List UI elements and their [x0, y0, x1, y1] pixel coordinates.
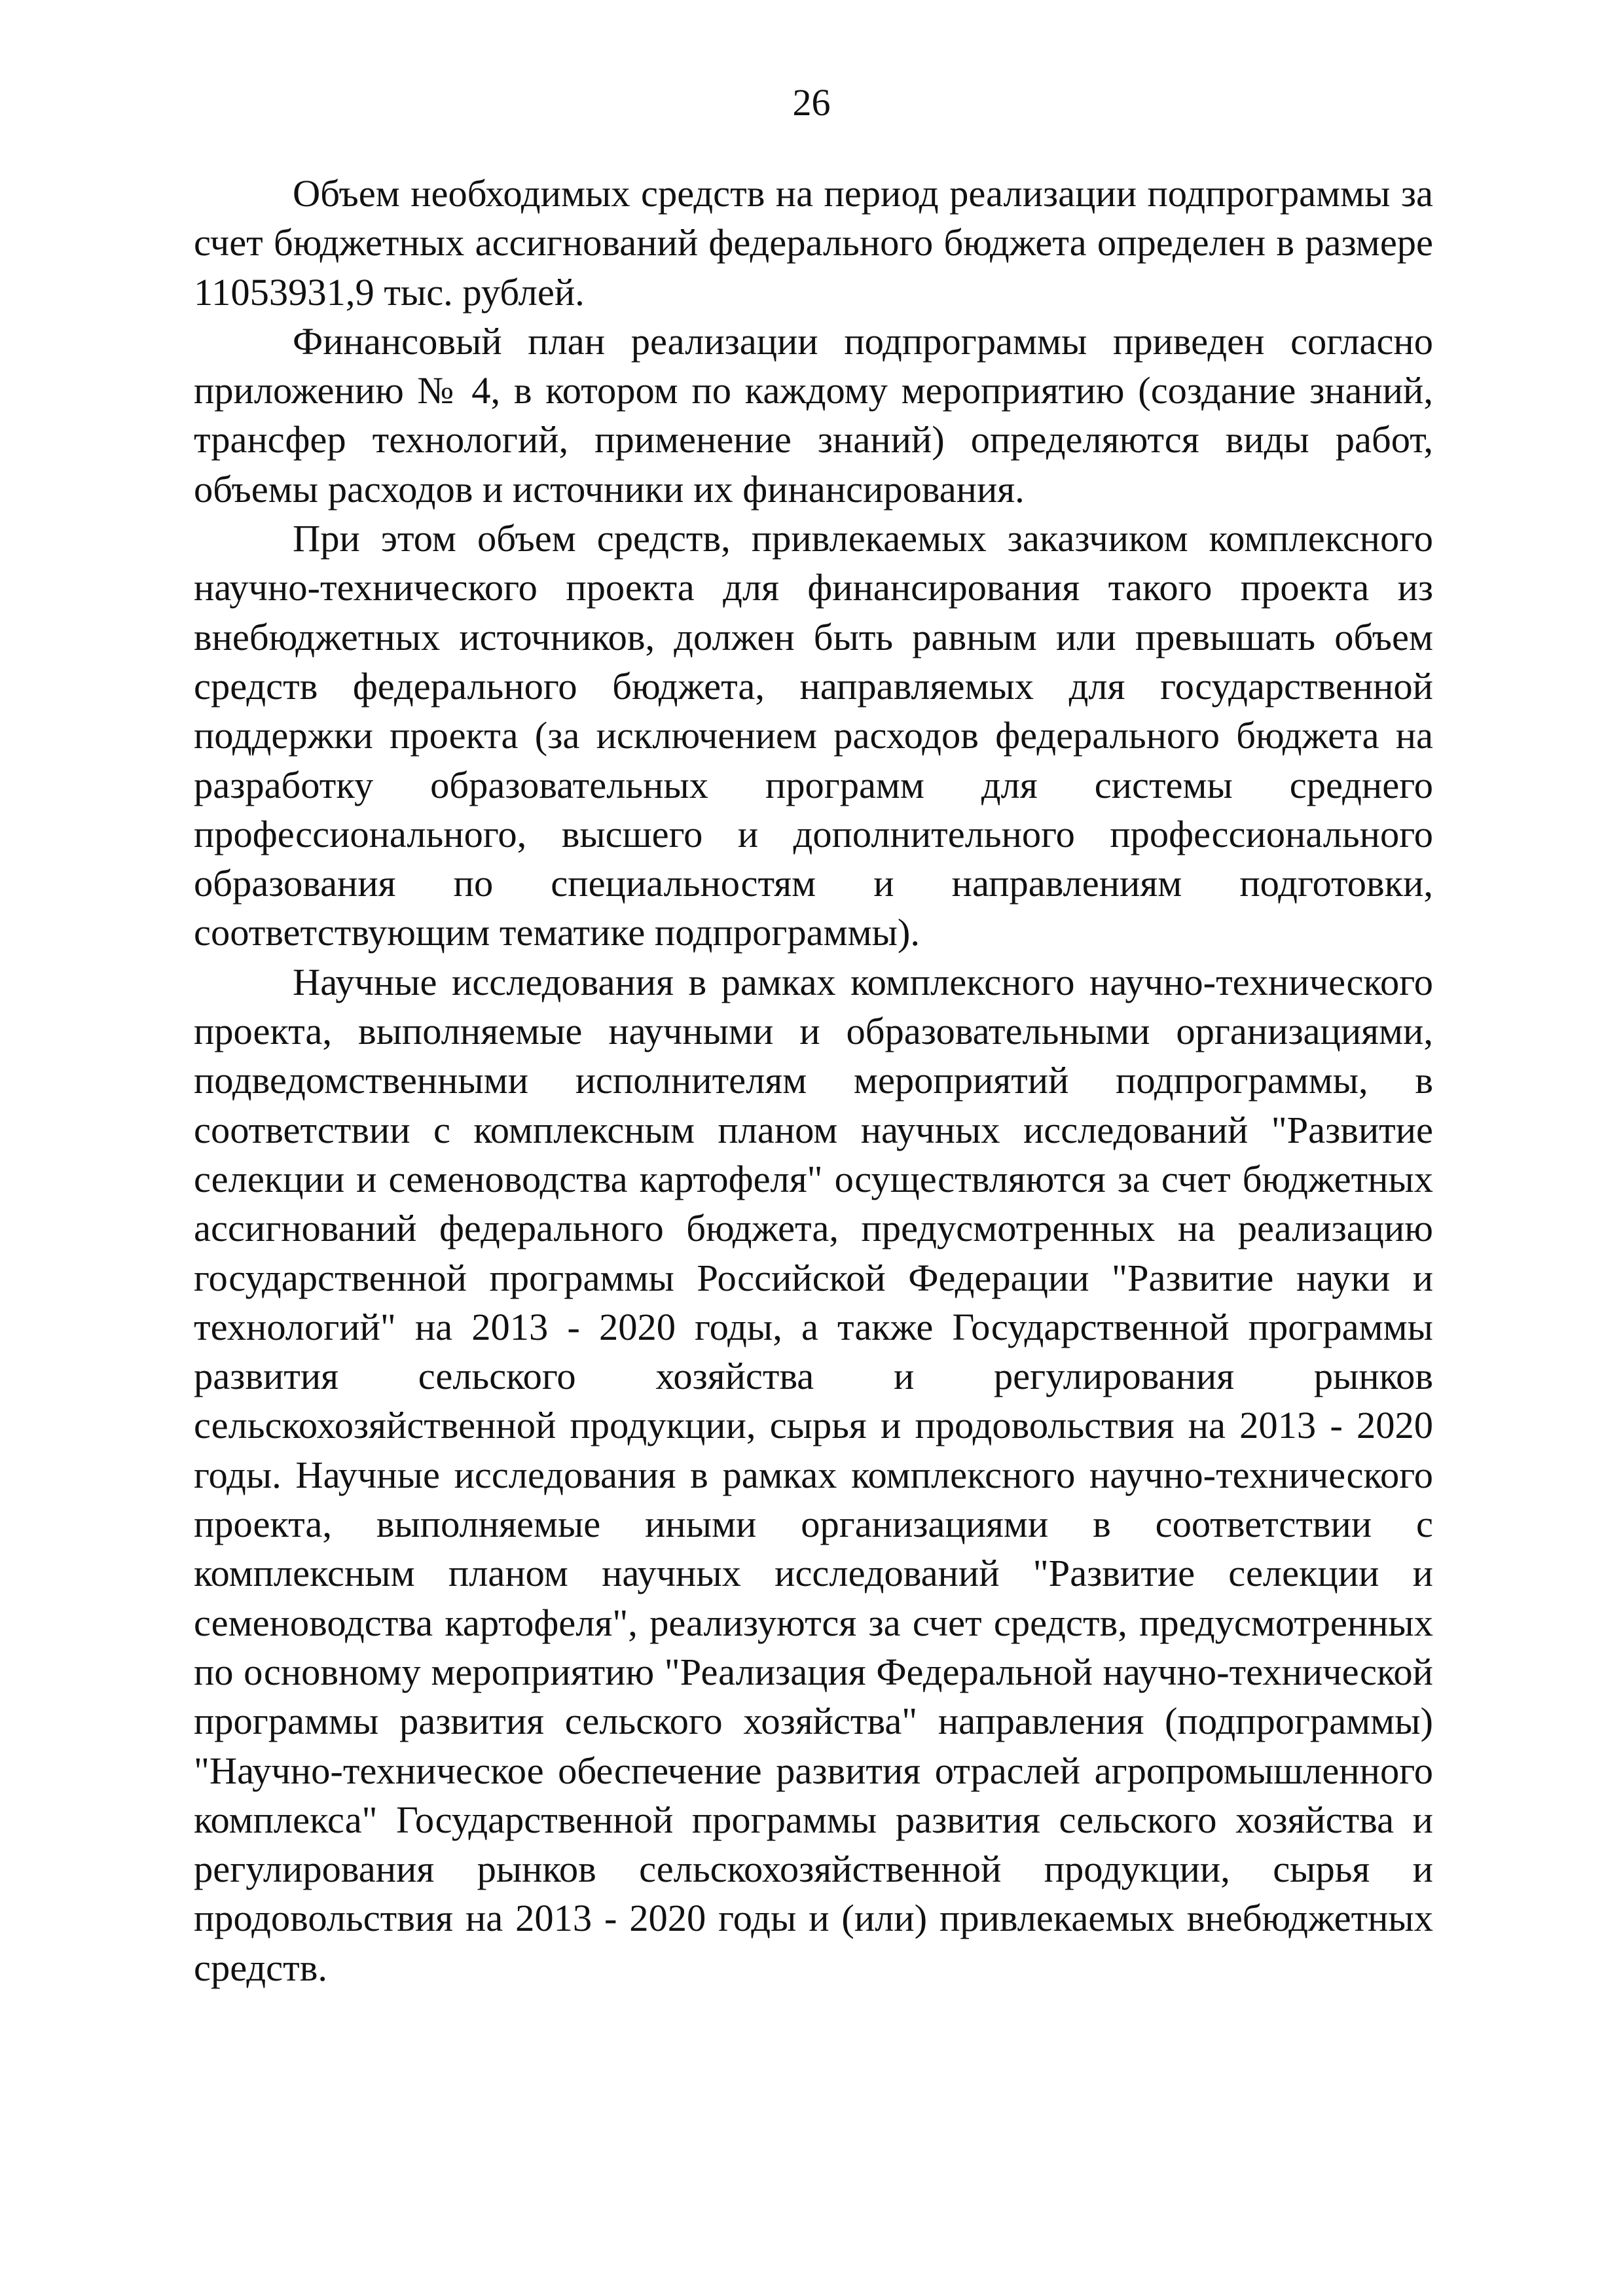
paragraph-financial-plan: Финансовый план реализации подпрограммы приведен согласно приложению № 4, в котором по каждому мероприятию (создание знаний, трансфер технологий, применение знаний) определяются виды работ, объемы расходов и источники их финансирования. [194, 319, 1433, 511]
paragraph-extrabudgetary-funds: При этом объем средств, привлекаемых заказчиком комплексного научно-технического проекта для финансирования такого проекта из внебюджетных источников, должен быть равным или превышать объем средств федерального бюджета, направляемых для государственной поддержки проекта (за исключением расходов федерального бюджета на разработку образовательных программ для системы среднего профессионального, высшего и дополнительного профессионального образования по специальностям и направлениям подготовки, соответствующим тематике подпрограммы). [194, 517, 1433, 954]
paragraph-scientific-research: Научные исследования в рамках комплексного научно-технического проекта, выполняемые научными и образовательными организациями, подведомственными исполнителям мероприятий подпрограммы, в соответствии с комплексным планом научных исследований "Развитие селекции и семеноводства картофеля" осуществляются за счет бюджетных ассигнований федерального бюджета, предусмотренных на реализацию государственной программы Российской Федерации "Развитие науки и технологий" на 2013 - 2020 годы, а также Государственной программы развития сельского хозяйства и регулирования рынков сельскохозяйственной продукции, сырья и продовольствия на 2013 - 2020 годы. Научные исследования в рамках комплексного научно-технического проекта, выполняемые иными организациями в соответствии с комплексным планом научных исследований "Развитие селекции и семеноводства картофеля", реализуются за счет средств, предусмотренных по основному мероприятию "Реализация Федеральной научно-технической программы развития сельского хозяйства" направления (подпрограммы) "Научно-техническое обеспечение развития отраслей агропромышленного комплекса" Государственной программы развития сельского хозяйства и регулирования рынков сельскохозяйственной продукции, сырья и продовольствия на 2013 - 2020 годы и (или) привлекаемых внебюджетных средств. [194, 960, 1433, 1989]
paragraph-budget-volume: Объем необходимых средств на период реализации подпрограммы за счет бюджетных ассигнований федерального бюджета определен в размере 11053931,9 тыс. рублей. [194, 172, 1433, 314]
page-number: 26 [792, 81, 831, 124]
document-body [194, 169, 1433, 1992]
